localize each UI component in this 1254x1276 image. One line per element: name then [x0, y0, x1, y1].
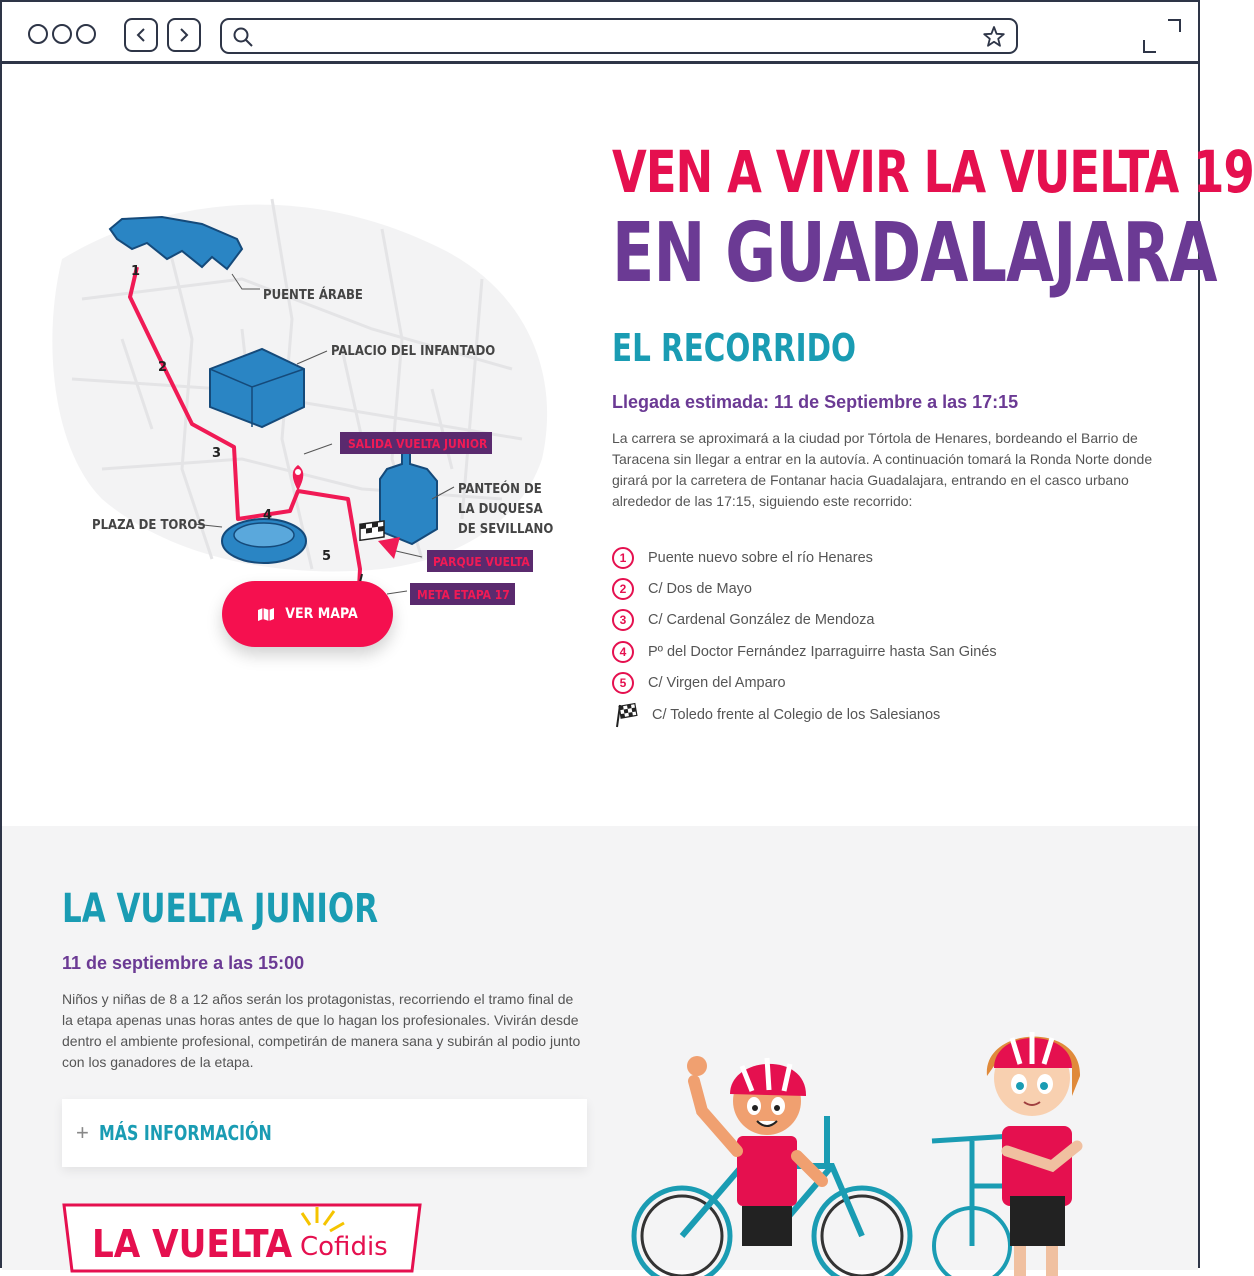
junior-title: LA VUELTA JUNIOR	[62, 886, 379, 932]
arrival-time: Llegada estimada: 11 de Septiembre a las 17:15	[612, 392, 1019, 412]
page-title-line2: EN GUADALAJARA	[612, 206, 1217, 301]
junior-section	[2, 826, 1198, 1270]
list-item	[612, 699, 997, 730]
label-panteon: PANTEÓN DE	[458, 482, 542, 497]
step-label: C/ Dos de Mayo	[648, 581, 752, 598]
cofidis-logo: Cofidis	[300, 1232, 388, 1262]
label-palacio: PALACIO DEL INFANTADO	[331, 344, 496, 359]
expand-icon[interactable]	[1142, 18, 1182, 54]
section-title: EL RECORRIDO	[612, 326, 856, 370]
label-plaza-toros: PLAZA DE TOROS	[92, 518, 206, 533]
junior-date: 11 de septiembre a las 15:00	[62, 953, 305, 973]
page-viewport	[0, 64, 1254, 1268]
more-info-label: MÁS INFORMACIÓN	[98, 1121, 272, 1145]
list-item	[612, 542, 997, 573]
kids-illustration	[632, 966, 1122, 1276]
checkered-flag-icon	[612, 702, 638, 728]
girl-with-bike	[932, 1032, 1080, 1276]
list-item	[612, 573, 997, 604]
sponsor-logos	[62, 1201, 432, 1271]
browser-chrome	[0, 0, 1200, 64]
label-panteon: DE SEVILLANO	[458, 522, 554, 537]
label-puente-arabe: PUENTE ÁRABE	[263, 288, 363, 303]
route-marker: 4	[263, 508, 273, 523]
list-item	[612, 605, 997, 636]
list-item	[612, 668, 997, 699]
star-icon[interactable]	[982, 25, 1006, 49]
more-info-accordion[interactable]	[62, 1099, 587, 1167]
route-marker: 1	[131, 264, 141, 279]
route-marker: 5	[322, 549, 332, 564]
back-button[interactable]	[124, 18, 158, 52]
la-vuelta-logo: LA VUELTA	[92, 1222, 293, 1266]
label-parque: PARQUE VUELTA	[433, 555, 530, 569]
window-controls	[28, 24, 96, 44]
plaza-toros-illustration	[222, 519, 306, 563]
step-label: C/ Virgen del Amparo	[648, 675, 786, 692]
address-bar[interactable]	[220, 18, 1018, 54]
route-marker: 3	[212, 446, 222, 461]
map-icon	[257, 607, 275, 621]
route-marker: 2	[158, 360, 168, 375]
step-number: 5	[612, 672, 634, 694]
window-dot[interactable]	[28, 24, 48, 44]
label-salida: SALIDA VUELTA JUNIOR	[348, 437, 488, 451]
route-map	[42, 139, 582, 602]
route-description: La carrera se aproximará a la ciudad por Tórtola de Henares, bordeando el Barrio de Taracena sin llegar a entrar en la autovía. A continuación tomará la Ronda Norte donde girará por la carretera de Fontanar hacia Guadalajara, entrando en el casco urbano alrededor de las 17:15, siguiendo este recorrido:	[612, 430, 1153, 509]
ver-mapa-label: VER MAPA	[285, 606, 358, 622]
boy-with-bike	[634, 1056, 910, 1276]
plus-icon: +	[76, 1120, 89, 1145]
chevron-left-icon	[134, 27, 148, 43]
list-item	[612, 636, 997, 667]
step-label: C/ Cardenal González de Mendoza	[648, 612, 875, 629]
step-number: 2	[612, 578, 634, 600]
junior-description: Niños y niñas de 8 a 12 años serán los protagonistas, recorriendo el tramo final de la etapa apenas unas horas antes de que lo hagan los profesionales. Vivirán desde dentro el ambiente profesional, competirán de manera sana y subirán al podio junto con los ganadores de la etapa.	[62, 991, 581, 1070]
step-number: 4	[612, 641, 634, 663]
label-meta: META ETAPA 17	[417, 588, 510, 602]
window-dot[interactable]	[76, 24, 96, 44]
chevron-right-icon	[177, 27, 191, 43]
search-icon	[232, 26, 254, 48]
forward-button[interactable]	[167, 18, 201, 52]
step-label: Pº del Doctor Fernández Iparraguirre hasta San Ginés	[648, 643, 997, 660]
step-label: Puente nuevo sobre el río Henares	[648, 549, 873, 566]
step-number: 3	[612, 609, 634, 631]
step-label: C/ Toledo frente al Colegio de los Salesianos	[652, 706, 941, 723]
label-panteon: LA DUQUESA	[458, 502, 543, 517]
step-number: 1	[612, 547, 634, 569]
map-pin-dot	[295, 469, 301, 475]
ver-mapa-button[interactable]	[222, 581, 393, 647]
window-dot[interactable]	[52, 24, 72, 44]
page-title-line1: VEN A VIVIR LA VUELTA 19	[612, 138, 1254, 206]
route-list	[612, 542, 997, 730]
